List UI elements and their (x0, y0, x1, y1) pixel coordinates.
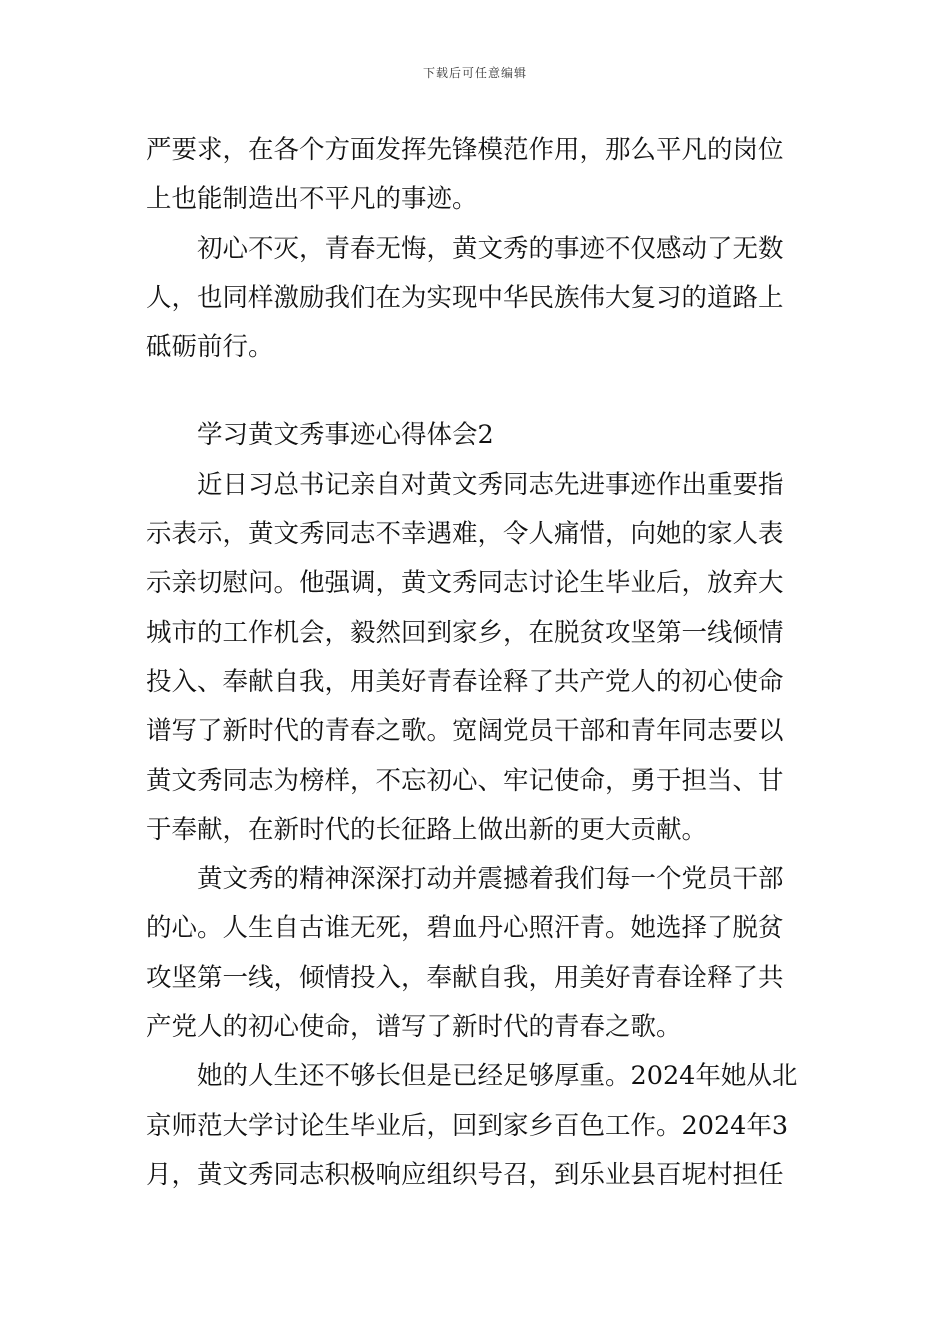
text-line: 严要求，在各个方面发挥先锋模范作用，那么平凡的岗位 (146, 135, 784, 165)
text-line: 示亲切慰问。他强调，黄文秀同志讨论生毕业后，放弃大 (146, 568, 784, 599)
paragraph-gap (146, 372, 808, 411)
page-header: 下载后可任意编辑 (422, 66, 527, 80)
text-line: 近日习总书记亲自对黄文秀同志先进事迹作出重要指 (197, 469, 784, 500)
text-line: 黄文秀同志为榜样，不忘初心、牢记使命，勇于担当、甘 (146, 765, 784, 796)
text-line: 谱写了新时代的青春之歌。宽阔党员干部和青年同志要以 (146, 716, 784, 747)
text-line: 城市的工作机会，毅然回到家乡，在脱贫攻坚第一线倾情 (146, 617, 784, 648)
text-line: 产党人的初心使命，谱写了新时代的青春之歌。 (146, 1012, 682, 1043)
text-line: 她的人生还不够长但是已经足够厚重。2024年她从北 (197, 1061, 798, 1092)
text-line: 月，黄文秀同志积极响应组织号召，到乐业县百坭村担任 (146, 1159, 784, 1190)
text-line: 示表示，黄文秀同志不幸遇难，令人痛惜，向她的家人表 (146, 519, 784, 550)
document-body (146, 126, 808, 1200)
text-line: 上也能制造出不平凡的事迹。 (146, 184, 478, 215)
text-line: 初心不灭，青春无悔，黄文秀的事迹不仅感动了无数 (197, 233, 784, 264)
text-line: 攻坚第一线，倾情投入，奉献自我，用美好青春诠释了共 (146, 962, 784, 993)
text-line: 砥砺前行。 (146, 332, 274, 363)
text-line: 黄文秀的精神深深打动并震撼着我们每一个党员干部 (197, 864, 784, 895)
text-line: 投入、奉献自我，用美好青春诠释了共产党人的初心使命 (146, 666, 784, 697)
text-line: 人，也同样激励我们在为实现中华民族伟大复习的道路上 (146, 282, 784, 313)
text-line: 京师范大学讨论生毕业后，回到家乡百色工作。2024年3 (146, 1110, 789, 1141)
text-line: 的心。人生自古谁无死，碧血丹心照汗青。她选择了脱贫 (146, 913, 784, 944)
section-heading: 学习黄文秀事迹心得体会2 (197, 420, 494, 451)
text-line: 于奉献，在新时代的长征路上做出新的更大贡献。 (146, 814, 708, 845)
